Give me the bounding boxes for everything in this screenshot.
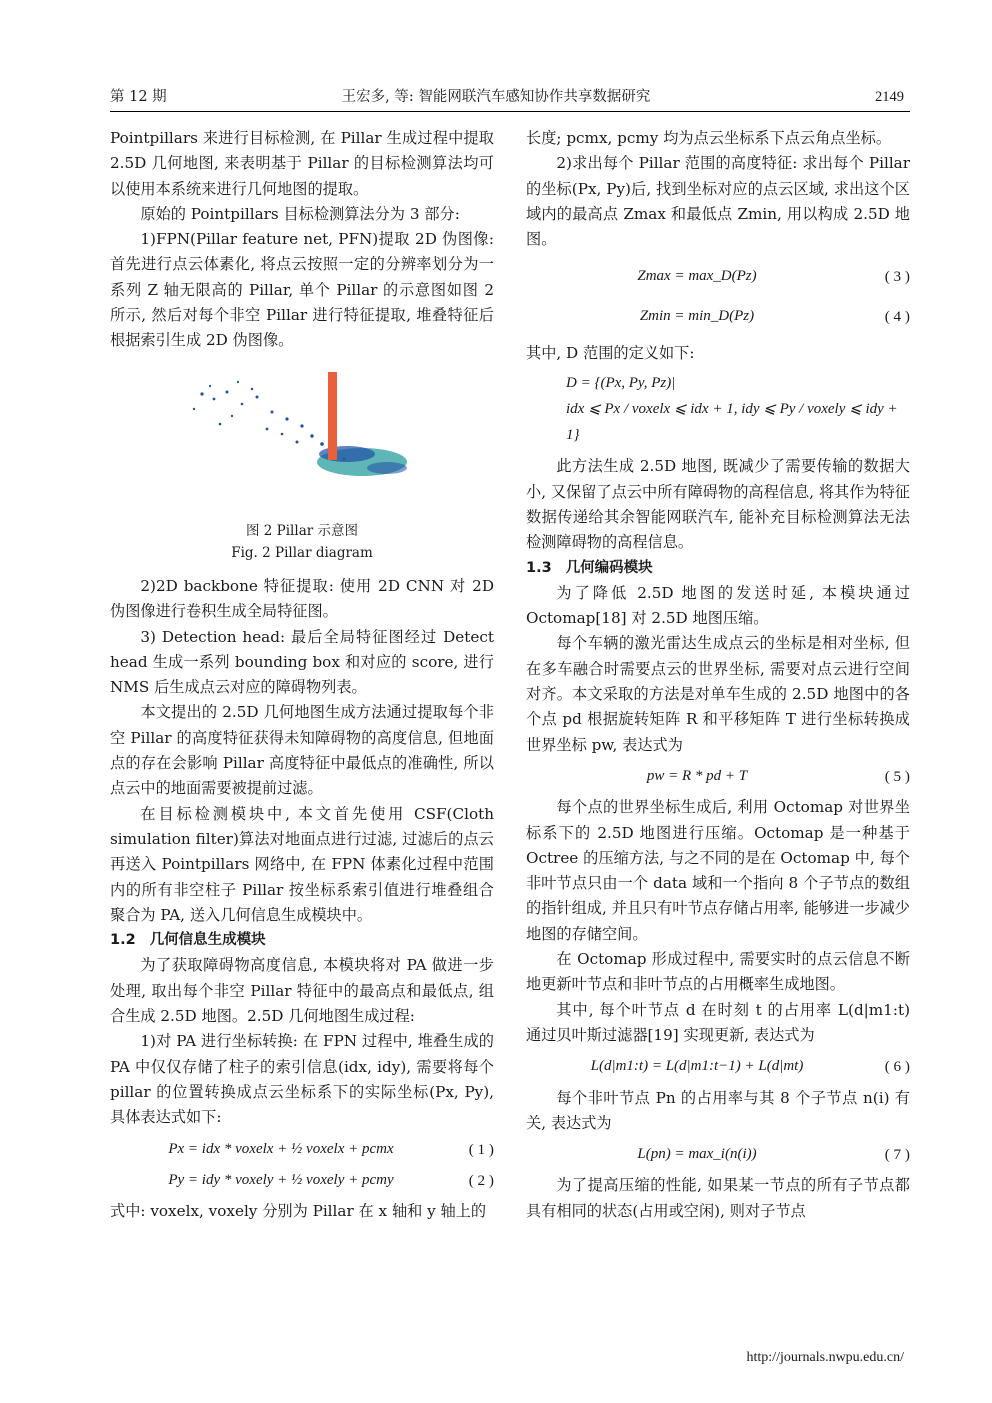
paragraph: 本文提出的 2.5D 几何地图生成方法通过提取每个非空 Pillar 的高度特征获得未知障碍物的高度信息, 但地面点的存在会影响 Pillar 高度特征中最低点的准确性, 所以点云中的地面需要被提前过滤。 [110, 703, 494, 798]
paragraph: 其中, 每个叶节点 d 在时刻 t 的占用率 L(d|m1:t) 通过贝叶斯过滤器[19] 实现更新, 表达式为 [526, 1000, 910, 1044]
definition-D: D = {(Px, Py, Pz)| idx ⩽ Px / voxelx ⩽ idx + 1, idy ⩽ Py / voxely ⩽ idy + 1} [566, 375, 898, 444]
header-rule [110, 111, 910, 112]
paragraph: 式中: voxelx, voxely 分别为 Pillar 在 x 轴和 y 轴上的 [110, 1202, 487, 1221]
paragraph: 2)2D backbone 特征提取: 使用 2D CNN 对 2D 伪图像进行卷积生成全局特征图。 [110, 576, 494, 621]
equation-4: Zmin = min_D(Pz) ( 4 ) [639, 307, 910, 325]
paragraph: 1)FPN(Pillar feature net, PFN)提取 2D 伪图像: 首先进行点云体素化, 将点云按照一定的分辨率划分为一系列 Z 轴无限高的 Pillar, 单个 Pillar 的示意图如图 2 所示, 然后对每个非空 Pillar 进行特征提取, 堆叠特征后根据索引生成 2D 伪图像。 [110, 230, 494, 350]
running-title: 王宏多, 等: 智能网联汽车感知协作共享数据研究 [341, 89, 651, 105]
journal-url: http://journals.nwpu.edu.cn/ [746, 1350, 904, 1365]
section-heading: 1.2 几何信息生成模块 [110, 932, 266, 949]
paragraph: Pointpillars 来进行目标检测, 在 Pillar 生成过程中提取 2.5D 几何地图, 来表明基于 Pillar 的目标检测算法均可以使用本系统来进行几何地图的提取。 [110, 129, 494, 198]
figure-caption-cn: 图 2 Pillar 示意图 [245, 522, 358, 539]
figure-2 [110, 364, 494, 512]
paragraph: 其中, D 范围的定义如下: [526, 344, 695, 363]
issue-number: 第 12 期 [110, 89, 167, 105]
paragraph: 在目标检测模块中, 本文首先使用 CSF(Cloth simulation filter)算法对地面点进行过滤, 过滤后的点云再送入 Pointpillars 网络中, 在 FPN 体素化过程中范围内的所有非空柱子 Pillar 按坐标系索引值进行堆叠组合聚合为 PA, 送入几何信息生成模块中。 [110, 804, 494, 924]
equation-6: L(d|m1:t) = L(d|m1:t−1) + L(d|mt) ( 6 ) [590, 1058, 910, 1076]
paragraph: 2)求出每个 Pillar 范围的高度特征: 求出每个 Pillar 的坐标(Px, Py)后, 找到坐标对应的点云区域, 求出这个区域内的最高点 Zmax 和最低点 Zmin, 用以构成 2.5D 地图。 [526, 154, 910, 249]
equation-1: Px = idx * voxelx + ½ voxelx + pcmx ( 1 ) [168, 1140, 494, 1158]
section-heading: 1.3 几何编码模块 [526, 559, 653, 576]
paragraph: 为了获取障碍物高度信息, 本模块将对 PA 做进一步处理, 取出每个非空 Pillar 特征中的最高点和最低点, 组合生成 2.5D 地图。2.5D 几何地图生成过程: [110, 956, 494, 1026]
paragraph: 每个非叶节点 Pn 的占用率与其 8 个子节点 n(i) 有关, 表达式为 [526, 1088, 910, 1132]
paragraph: 在 Octomap 形成过程中, 需要实时的点云信息不断地更新叶节点和非叶节点的占用概率生成地图。 [526, 950, 910, 994]
paragraph: 每个车辆的激光雷达生成点云的坐标是相对坐标, 但在多车融合时需要点云的世界坐标, 需要对点云进行空间对齐。本文采取的方法是对单车生成的 2.5D 地图中的各个点 pd 根据旋转矩阵 R 和平移矩阵 T 进行坐标转换成世界坐标 pw, 表达式为 [526, 634, 910, 754]
pillar-diagram-image [172, 364, 432, 504]
paragraph: 此方法生成 2.5D 地图, 既减少了需要传输的数据大小, 又保留了点云中所有障碍物的高程信息, 将其作为特征数据传递给其余智能网联汽车, 能补充目标检测算法无法检测障碍物的高程信息。 [526, 457, 910, 552]
pillar-bar [328, 372, 337, 460]
equation-3: Zmax = max_D(Pz) ( 3 ) [637, 268, 910, 286]
paragraph: 长度; pcmx, pcmy 均为点云坐标系下点云角点坐标。 [526, 129, 892, 147]
paragraph: 为了提高压缩的性能, 如果某一节点的所有子节点都具有相同的状态(占用或空闲), 则对子节点 [526, 1176, 910, 1220]
paragraph: 3) Detection head: 最后全局特征图经过 Detect head 生成一系列 bounding box 和对应的 score, 进行 NMS 后生成点云对应的障碍物列表。 [110, 627, 494, 697]
paragraph: 为了降低 2.5D 地图的发送时延, 本模块通过 Octomap[18] 对 2.5D 地图压缩。 [526, 583, 910, 628]
equation-2: Py = idy * voxely + ½ voxely + pcmy ( 2 ) [168, 1171, 494, 1189]
equation-5: pw = R * pd + T ( 5 ) [646, 767, 910, 785]
figure-caption-en: Fig. 2 Pillar diagram [231, 544, 373, 561]
equation-7: L(pn) = max_i(n(i)) ( 7 ) [637, 1146, 910, 1164]
paragraph: 1)对 PA 进行坐标转换: 在 FPN 过程中, 堆叠生成的 PA 中仅仅存储了柱子的索引信息(idx, idy), 需要将每个 pillar 的位置转换成点云坐标系下的实际坐标(Px, Py), 具体表达式如下: [110, 1032, 494, 1127]
paragraph: 原始的 Pointpillars 目标检测算法分为 3 部分: [140, 204, 460, 223]
left-column [110, 126, 494, 1224]
right-column [526, 126, 910, 1224]
paragraph: 每个点的世界坐标生成后, 利用 Octomap 对世界坐标系下的 2.5D 地图进行压缩。Octomap 是一种基于 Octree 的压缩方法, 与之不同的是在 Octomap 中, 每个非叶节点只由一个 data 域和一个指向 8 个子节点的数组的指针组成, 并且只有叶节点存储占用率, 能够进一步减少地图的存储空间。 [526, 798, 910, 943]
page-number: 2149 [875, 89, 904, 105]
